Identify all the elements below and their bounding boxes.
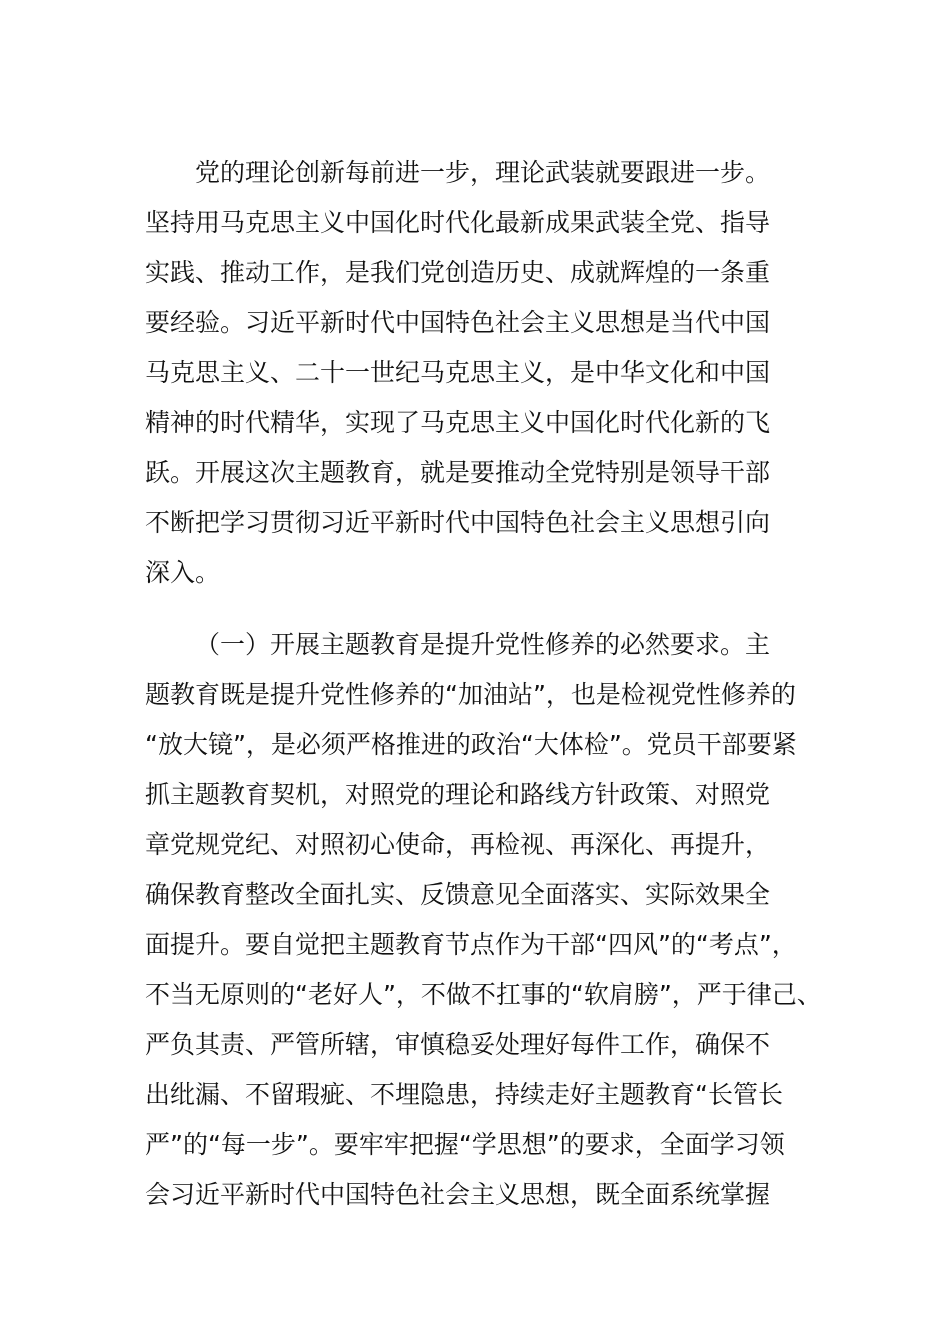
text-line: 跃。开展这次主题教育，就是要推动全党特别是领导干部 [145, 458, 771, 487]
text-line: 深入。 [145, 558, 221, 587]
text-line: 抓主题教育契机，对照党的理论和路线方针政策、对照党 [145, 780, 771, 809]
text-line: 出纰漏、不留瑕疵、不埋隐患，持续走好主题教育“长管长 [145, 1080, 783, 1109]
text-line: 不断把学习贯彻习近平新时代中国特色社会主义思想引向 [145, 508, 771, 537]
text-line: “放大镜”，是必须严格推进的政治“大体检”。党员干部要紧 [145, 730, 797, 759]
paragraph-intro [145, 148, 825, 598]
text-line: 题教育既是提升党性修养的“加油站”，也是检视党性修养的 [145, 680, 796, 709]
text-line: 马克思主义、二十一世纪马克思主义，是中华文化和中国 [145, 358, 771, 387]
text-line: 确保教育整改全面扎实、反馈意见全面落实、实际效果全 [145, 880, 771, 909]
text-line: 精神的时代精华，实现了马克思主义中国化时代化新的飞 [145, 408, 771, 437]
text-line: 严”的“每一步”。要牢牢把握“学思想”的要求，全面学习领 [145, 1130, 785, 1159]
text-line: 不当无原则的“老好人”，不做不扛事的“软肩膀”，严于律己、 [145, 980, 822, 1009]
text-line: 党的理论创新每前进一步，理论武装就要跟进一步。 [195, 158, 771, 187]
text-line: 严负其责、严管所辖，审慎稳妥处理好每件工作，确保不 [145, 1030, 771, 1059]
text-line: 面提升。要自觉把主题教育节点作为干部“四风”的“考点”， [145, 930, 797, 959]
text-line: 会习近平新时代中国特色社会主义思想，既全面系统掌握 [145, 1180, 771, 1209]
text-line: 实践、推动工作，是我们党创造历史、成就辉煌的一条重 [145, 258, 771, 287]
paragraph-section-one [145, 620, 825, 1220]
section-heading-line: （一）开展主题教育是提升党性修养的必然要求。主 [195, 630, 771, 659]
text-line: 要经验。习近平新时代中国特色社会主义思想是当代中国 [145, 308, 771, 337]
text-line: 坚持用马克思主义中国化时代化最新成果武装全党、指导 [145, 208, 771, 237]
text-line: 章党规党纪、对照初心使命，再检视、再深化、再提升， [145, 830, 771, 859]
